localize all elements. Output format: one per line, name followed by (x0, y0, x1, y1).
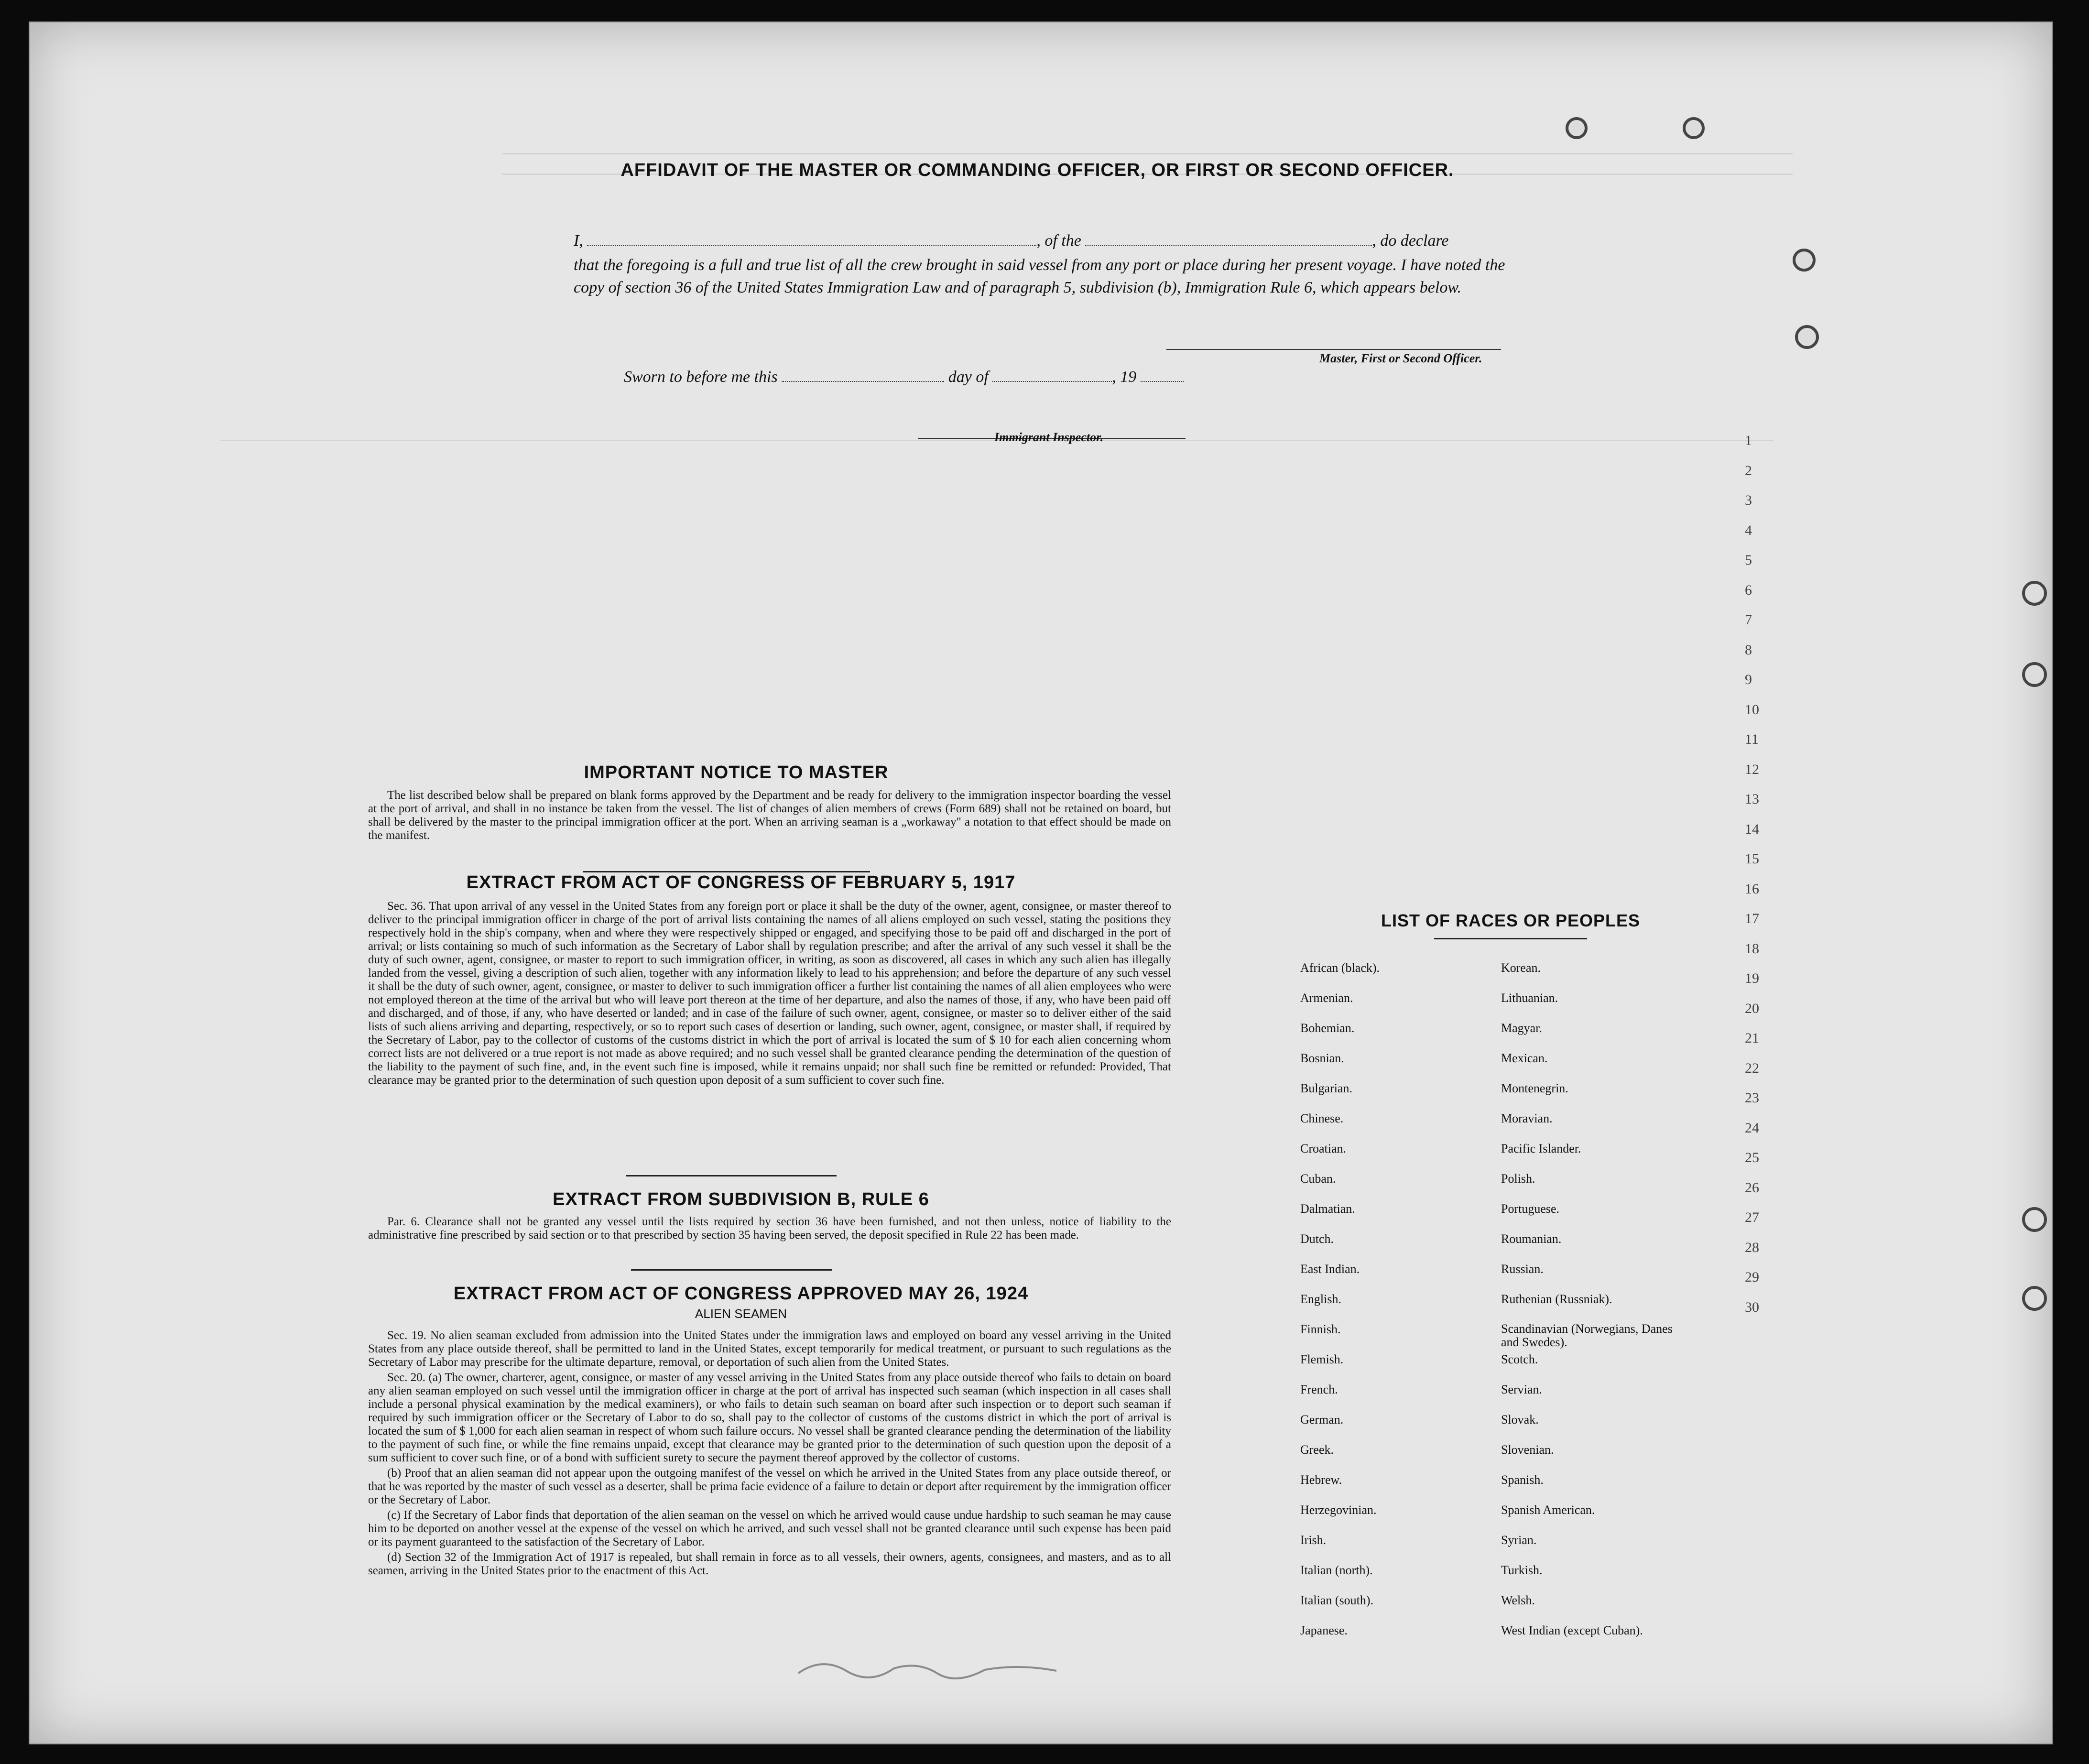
vessel-field[interactable] (1085, 245, 1372, 246)
row-number: 21 (1745, 1030, 1759, 1046)
race-item: Moravian. (1501, 1111, 1553, 1125)
act-1924-text: Sec. 19. No alien seaman excluded from admission into the United States under the immigration laws and employed on board any vessel arriving in the United States from any place outside thereof, shall be permitted to land in the United States, except temporarily for medical treatment, or pursuant to such regulations as the Secretary of Labor may prescribe for the ultimate departure, removal, or deportation of such alien from the United States. Sec. 20. (a) The owner, charterer, agent, consignee, or master of any vessel arriving in the United States from any place outside thereof who fails to detain on board any alien seaman employed on such vessel until the immigration officer in charge at the port of arrival has inspected such seaman (which inspection in all cases shall include a personal physical examination by the medical examiners), or who fails to detain such seaman on board after such inspection or to deport such seaman if required by such immigration officer or the Secretary of Labor to do so, shall pay to the collector of customs of the customs district in which the port of arrival is located the sum of $ 1,000 for each alien seaman in respect of whom such failure occurs. No vessel shall be granted clearance pending the determination of the liability to the payment of such fine, or while the fine remains unpaid, except that clearance may be granted prior to the determination of such question upon the deposit of a sum sufficient to cover such fine, or of a bond with sufficient surety to secure the payment thereof approved by the collector of customs. (b) Proof that an alien seaman did not appear upon the outgoing manifest of the vessel on which he arrived in the United States from any place outside thereof, or that he was reported by the master of such vessel as a deserter, shall be prima facie evidence of a failure to detain or deport after requirement by the immigration officer or the Secretary of Labor. (c) If the Secretary of Labor finds that deportation of the alien seaman on the vessel on which he arrived would cause undue hardship to such seaman he may cause him to be deported on another vessel at the expense of the vessel on which he arrived, and such vessel shall not be granted clearance until such expense has been paid or its payment guaranteed to the satisfaction of the Secretary of Labor. (d) Section 32 of the Immigration Act of 1917 is repealed, but shall remain in force as to all vessels, their owners, agents, consignees, and masters, and as to all seamen, arriving in the United States prior to the enactment of this Act. (368, 1329, 1171, 1577)
rule (1434, 938, 1587, 939)
act-1924-heading: EXTRACT FROM ACT OF CONGRESS APPROVED MAY 26, 1924 (453, 1284, 1029, 1304)
races-left-column (1300, 961, 1491, 1654)
race-item: Portuguese. (1501, 1202, 1560, 1216)
affidavit-text: that the foregoing is a full and true list of all the crew brought in said vessel from any port or place during her present voyage. I have noted the copy of section 36 of the United States Immigration Law and of paragraph 5, subdivision (b), Immigration Rule 6, which appears below. (574, 256, 1505, 296)
affidavit-body (574, 229, 1511, 299)
row-number: 25 (1745, 1150, 1759, 1165)
act-1917-heading: EXTRACT FROM ACT OF CONGRESS OF FEBRUARY 5, 1917 (466, 872, 1016, 893)
race-item: Cuban. (1300, 1172, 1336, 1186)
punch-hole (2022, 662, 2047, 687)
race-item: Chinese. (1300, 1111, 1344, 1125)
race-item: Dutch. (1300, 1232, 1334, 1246)
race-item: African (black). (1300, 961, 1380, 975)
race-item: Montenegrin. (1501, 1081, 1568, 1095)
race-item: Roumanian. (1501, 1232, 1562, 1246)
row-number: 18 (1745, 940, 1759, 957)
punch-hole (2022, 581, 2047, 606)
sworn-line: Sworn to before me this day of , 19 (624, 368, 1184, 386)
race-item: West Indian (except Cuban). (1501, 1623, 1643, 1637)
row-number: 19 (1745, 970, 1759, 986)
race-item: Bohemian. (1300, 1021, 1355, 1035)
row-number: 23 (1745, 1090, 1759, 1106)
punch-hole (1795, 325, 1819, 349)
race-item: Slovak. (1501, 1413, 1539, 1426)
race-item: Dalmatian. (1300, 1202, 1355, 1216)
race-item: German. (1300, 1413, 1344, 1426)
row-number: 26 (1745, 1179, 1759, 1196)
punch-hole (2022, 1207, 2047, 1232)
row-number: 8 (1745, 642, 1752, 658)
punch-hole (2022, 1286, 2047, 1311)
race-item: Italian (south). (1300, 1593, 1374, 1607)
race-item: Irish. (1300, 1533, 1327, 1547)
race-item: Lithuanian. (1501, 991, 1558, 1005)
race-item: Mexican. (1501, 1051, 1548, 1065)
race-item: Herzegovinian. (1300, 1503, 1377, 1517)
row-number: 24 (1745, 1120, 1759, 1136)
race-item: Slovenian. (1501, 1443, 1554, 1457)
row-number: 13 (1745, 791, 1759, 807)
name-field[interactable] (587, 245, 1036, 246)
row-number: 20 (1745, 1000, 1759, 1016)
races-heading: LIST OF RACES OR PEOPLES (1381, 911, 1641, 930)
sworn-day-field[interactable] (782, 381, 944, 382)
race-item: East Indian. (1300, 1262, 1360, 1276)
master-signature-label: Master, First or Second Officer. (1319, 351, 1482, 365)
row-number: 5 (1745, 552, 1752, 568)
races-right-column (1501, 961, 1692, 1654)
official-signature-scribble (794, 1652, 1061, 1685)
punch-hole (1566, 117, 1588, 139)
row-number: 27 (1745, 1209, 1759, 1225)
race-item: Hebrew. (1300, 1473, 1342, 1487)
row-number: 9 (1745, 672, 1752, 687)
race-item: Magyar. (1501, 1021, 1542, 1035)
race-item: Bulgarian. (1300, 1081, 1353, 1095)
race-item: Pacific Islander. (1501, 1142, 1581, 1155)
sworn-year-field[interactable] (1141, 381, 1184, 382)
race-item: Russian. (1501, 1262, 1544, 1276)
affidavit-line-1: I, , of the , do declare (574, 232, 1449, 250)
row-number: 15 (1745, 851, 1759, 867)
race-item: Polish. (1501, 1172, 1535, 1186)
notice-heading: IMPORTANT NOTICE TO MASTER (584, 762, 889, 783)
row-number: 12 (1745, 761, 1759, 777)
race-item: Spanish American. (1501, 1503, 1595, 1517)
row-number: 28 (1745, 1239, 1759, 1255)
row-number: 2 (1745, 462, 1752, 479)
inspector-label: Immigrant Inspector. (994, 430, 1104, 444)
rule (631, 1269, 832, 1271)
race-item: Welsh. (1501, 1593, 1535, 1607)
race-item: English. (1300, 1292, 1341, 1306)
act-1917-text: Sec. 36. That upon arrival of any vessel in the United States from any foreign port or place it shall be the duty of the owner, agent, consignee, or master thereof to deliver to the principal immigration officer in charge of the port of arrival lists containing the names of all aliens employed on such vessel, stating the positions they respectively hold in the ship's company, when and where they were respectively shipped or engaged, and specifying those to be paid off and discharged in the port of arrival; or lists containing so much of such information as the Secretary of Labor shall by regulation prescribe; and after the arrival of any such vessel it shall be the duty of such owner, agent, consignee, or master to report to such immigration officer, in writing, as soon as discovered, all cases in which any such alien has illegally landed from the vessel, giving a description of such alien, together with any information likely to lead to his apprehension; and before the departure of any such vessel it shall be the duty of such owner, agent, consignee, or master to deliver to such immigration officer a further list containing the names of all alien employees who were not employed thereon at the time of the arrival but who will leave port thereon at the time of her departure, and also the names of those, if any, who have been paid off and discharged, and of those, if any, who have deserted or landed; and in case of the failure of such owner, agent, consignee, or master so to deliver either of the said lists of such aliens arriving and departing, respectively, or so to report such cases of desertion or landing, such owner, agent, consignee, or master shall, if required by the Secretary of Labor, pay to the collector of customs of the customs district in which the port of arrival is located the sum of $ 10 for each alien concerning whom correct lists are not delivered or a true report is not made as above required; and no such vessel shall be granted clearance pending the determination of the question of the liability to the payment of such fine, and, in the event such fine is imposed, while it remains unpaid; nor shall such fine be remitted or refunded: Provided, That clearance may be granted prior to the determination of such question upon deposit of a sum sufficient to cover such fine. (368, 900, 1171, 1087)
race-item: Finnish. (1300, 1322, 1341, 1336)
row-number: 7 (1745, 612, 1752, 628)
race-item: Italian (north). (1300, 1563, 1373, 1577)
row-number: 6 (1745, 582, 1752, 598)
row-number: 16 (1745, 881, 1759, 897)
row-number: 10 (1745, 701, 1759, 718)
row-number: 3 (1745, 492, 1752, 508)
row-number: 29 (1745, 1269, 1759, 1285)
race-item: Servian. (1501, 1383, 1542, 1396)
race-item: Korean. (1501, 961, 1541, 975)
affidavit-title: AFFIDAVIT OF THE MASTER OR COMMANDING OFFICER, OR FIRST OR SECOND OFFICER. (620, 160, 1454, 180)
race-item: Spanish. (1501, 1473, 1544, 1487)
race-item: Ruthenian (Russniak). (1501, 1292, 1612, 1306)
row-number: 14 (1745, 821, 1759, 837)
race-item: Flemish. (1300, 1352, 1344, 1366)
race-item: Syrian. (1501, 1533, 1537, 1547)
punch-hole (1793, 249, 1816, 272)
rule-6-text: Par. 6. Clearance shall not be granted any vessel until the lists required by section 36 have been furnished, and not then unless, notice of liability to the administrative fine prescribed by said section or to that prescribed by section 35 having been served, the deposit specified in Rule 22 has been made. (368, 1215, 1171, 1241)
rule-6-heading: EXTRACT FROM SUBDIVISION B, RULE 6 (553, 1189, 929, 1209)
race-item: Scotch. (1501, 1352, 1538, 1366)
race-item: Armenian. (1300, 991, 1353, 1005)
rule (626, 1175, 837, 1176)
row-number: 1 (1745, 433, 1752, 448)
race-item: Greek. (1300, 1443, 1334, 1457)
race-item: Japanese. (1300, 1623, 1348, 1637)
notice-text: The list described below shall be prepared on blank forms approved by the Department and be ready for delivery to the immigration inspector boarding the vessel at the port of arrival, and shall in no instance be taken from the vessel. The list of changes of alien members of crews (Form 689) shall not be retained on board, but shall be delivered by the master to the principal immigration officer at the port. When an arriving seaman is a „workaway" a notation to that effect should be made on the manifest. (368, 789, 1171, 842)
race-item: Bosnian. (1300, 1051, 1344, 1065)
race-item: Croatian. (1300, 1142, 1347, 1155)
race-item: French. (1300, 1383, 1338, 1396)
sworn-month-field[interactable] (992, 381, 1112, 382)
race-item: Turkish. (1501, 1563, 1543, 1577)
row-number: 17 (1745, 911, 1759, 926)
row-number: 4 (1745, 522, 1752, 538)
row-number: 30 (1745, 1299, 1759, 1315)
race-item: Scandinavian (Norwegians, Danes and Swedes). (1501, 1322, 1673, 1349)
row-number: 22 (1745, 1060, 1759, 1076)
master-signature-line[interactable] (1166, 349, 1501, 350)
row-number: 11 (1745, 731, 1759, 747)
punch-hole (1683, 117, 1705, 139)
alien-seamen-subheading: ALIEN SEAMEN (695, 1307, 787, 1321)
